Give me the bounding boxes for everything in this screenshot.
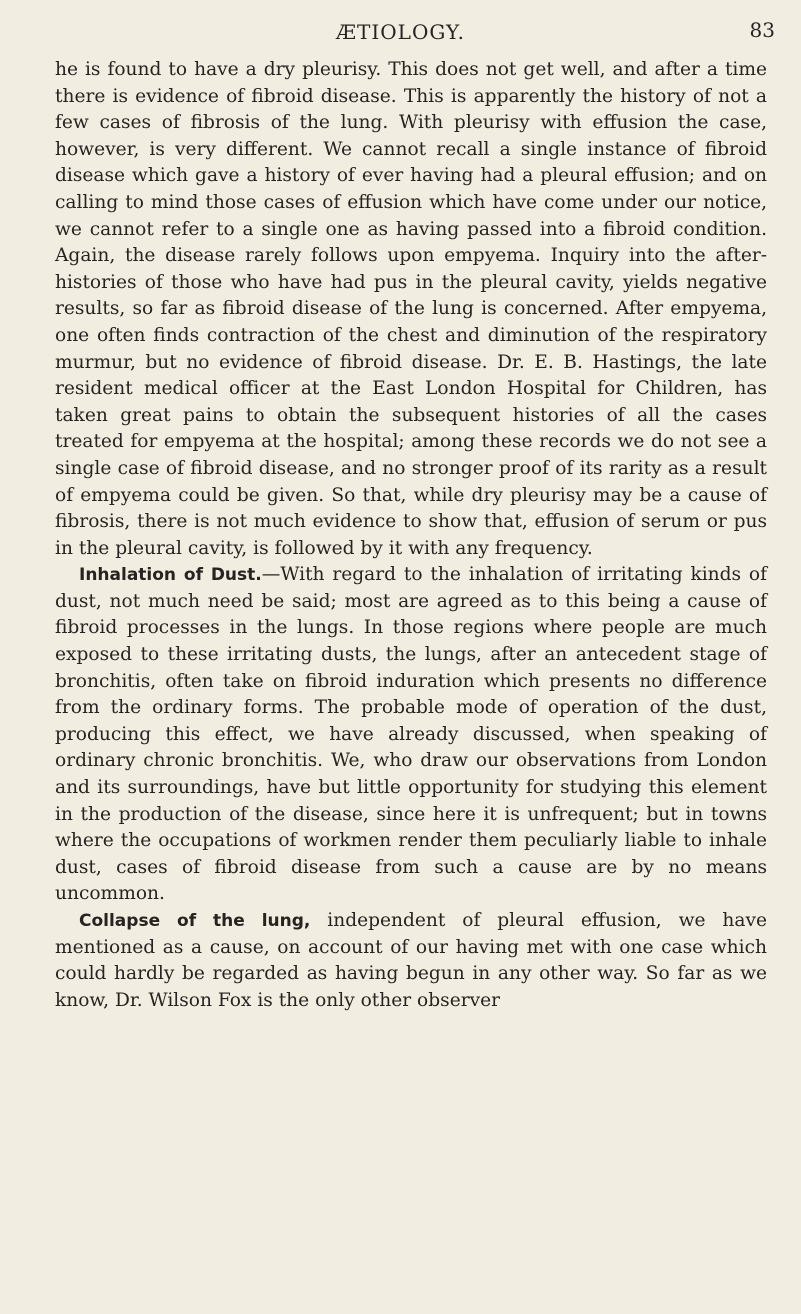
paragraph-inhalation-of-dust [55,562,767,908]
section-heading-collapse: Collapse of the lung, [79,911,311,931]
paragraph-text: he is found to have a dry pleurisy. This does not get well, and after a time there is evidence of fibroid disease. This is apparently the history of not a few cases of fibrosis of the lung. With pleurisy with effusion the case, however, is very different. We cannot recall a single instance of fibroid disease which gave a history of ever having had a pleural effusion; and on calling to mind those cases of effusion which have come under our notice, we cannot refer to a single one as having passed into a fibroid condition. Again, the disease rarely follows upon empyema. Inquiry into the after-histories of those who have had pus in the pleural cavity, yields negative results, so far as fibroid disease of the lung is concerned. After empyema, one often finds contraction of the chest and diminution of the respiratory murmur, but no evidence of fibroid disease. Dr. E. B. Hastings, the late resident medical officer at the East London Hospital for Children, has taken great pains to obtain the subsequent histories of all the cases treated for empyema at the hospital; among these records we do not see a single case of fibroid disease, and no stronger proof of its rarity as a result of empyema could be given. So that, while dry pleurisy may be a cause of fibrosis, there is not much evidence to show that, effusion of serum or pus in the pleural cavity, is followed by it with any frequency. [55,59,767,559]
running-head [0,18,801,48]
section-heading-inhalation: Inhalation of Dust. [79,565,262,586]
body-text [55,57,767,1014]
paragraph-text: independent of pleural effusion, we have mentioned as a cause, on account of our having met with one case which could hardly be regarded as having begun in any other way. So far as we know, Dr. Wilson Fox is the only other observer [55,910,767,1011]
paragraph-pleurisy [55,57,767,562]
paragraph-text: —With regard to the inhalation of irritating kinds of dust, not much need be said; most are agreed as to this being a cause of fibroid processes in the lungs. In those regions where people are much exposed to these irritating dusts, the lungs, after an antecedent stage of bronchitis, often take on fibroid induration which presents no difference from the ordinary forms. The probable mode of operation of the dust, producing this effect, we have already discussed, when speaking of ordinary chronic bronchitis. We, who draw our observations from London and its surroundings, have but little opportunity for studying this element in the production of the disease, since here it is unfrequent; but in towns where the occupations of workmen render them peculiarly liable to inhale dust, cases of fibroid disease from such a cause are by no means uncommon. [55,564,767,905]
paragraph-collapse-of-lung [55,908,767,1014]
running-title: ÆTIOLOGY. [336,20,465,44]
page-number: 83 [749,18,775,42]
